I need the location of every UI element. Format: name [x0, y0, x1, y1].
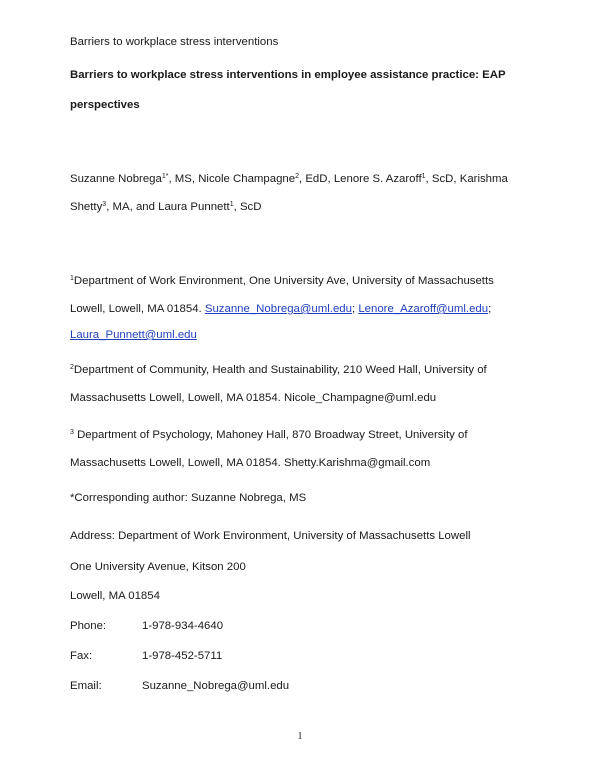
affiliation-1-email-line-3 [70, 329, 197, 341]
email-link-azaroff[interactable]: Lenore_Azaroff@uml.edu [358, 303, 489, 315]
affiliation-1 [70, 275, 494, 287]
affiliation-3-line-2: Massachusetts Lowell, Lowell, MA 01854. Shetty.Karishma@gmail.com [70, 457, 431, 469]
phone-value: 1-978-934-4640 [142, 620, 224, 632]
fax-label: Fax: [70, 650, 93, 662]
affiliation-1-emails [70, 303, 491, 315]
separator: ; [488, 303, 492, 315]
separator: ; [351, 303, 359, 315]
phone-label: Phone: [70, 620, 107, 632]
affiliation-marker: 2 [70, 364, 74, 371]
address-line-3: Lowell, MA 01854 [70, 590, 160, 602]
email-value: Suzanne_Nobrega@uml.edu [142, 680, 290, 692]
affiliation-marker: 3 [70, 429, 74, 436]
author-name: Shetty [70, 201, 103, 213]
author-list-line-2 [70, 201, 261, 213]
affiliation-2-line-2: Massachusetts Lowell, Lowell, MA 01854. Nicole_Champagne@uml.edu [70, 392, 437, 404]
address-line-1: Address: Department of Work Environment, University of Massachusetts Lowell [70, 530, 471, 542]
affiliation-2 [70, 364, 487, 376]
fax-value: 1-978-452-5711 [142, 650, 223, 662]
email-label: Email: [70, 680, 102, 692]
corresponding-author: *Corresponding author: Suzanne Nobrega, MS [70, 492, 307, 504]
author-list-line-1 [70, 173, 508, 185]
author-credential: , MS, [168, 173, 199, 185]
author-name: Suzanne Nobrega [70, 173, 162, 185]
author-name: Lenore S. Azaroff [333, 173, 422, 185]
author-credential: , ScD, Karishma [425, 173, 508, 185]
author-credential: , MA, and [106, 201, 159, 213]
affiliation-marker: 1* [161, 173, 169, 180]
affiliation-marker: 1 [421, 173, 426, 180]
affiliation-marker: 1 [229, 201, 234, 208]
author-name: Laura Punnett [158, 201, 230, 213]
email-link-nobrega[interactable]: Suzanne_Nobrega@uml.edu [204, 303, 352, 315]
affiliation-3 [70, 429, 468, 441]
page-title: Barriers to workplace stress interventions in employee assistance practice: EAP [70, 69, 506, 81]
running-header: Barriers to workplace stress interventions [70, 36, 279, 48]
author-credential: , ScD [233, 201, 262, 213]
author-name: Nicole Champagne [198, 173, 296, 185]
phone-row [70, 620, 223, 632]
address-line-2: One University Avenue, Kitson 200 [70, 561, 246, 573]
page-number: 1 [297, 731, 303, 742]
author-credential: , EdD, [299, 173, 334, 185]
affiliation-text: Department of Community, Health and Sustainability, 210 Weed Hall, University of [73, 364, 487, 376]
affiliation-marker: 1 [70, 275, 74, 282]
affiliation-marker: 3 [102, 201, 107, 208]
affiliation-text: Department of Work Environment, One University Ave, University of Massachusetts [73, 275, 494, 287]
affiliation-marker: 2 [295, 173, 299, 180]
email-link-punnett[interactable]: Laura_Punnett@uml.edu [70, 329, 197, 341]
page-title-continued: perspectives [70, 99, 140, 111]
email-row [70, 680, 289, 692]
affiliation-text: Department of Psychology, Mahoney Hall, 870 Broadway Street, University of [73, 429, 468, 441]
affiliation-text: Lowell, Lowell, MA 01854. [70, 303, 205, 315]
fax-row [70, 650, 222, 662]
